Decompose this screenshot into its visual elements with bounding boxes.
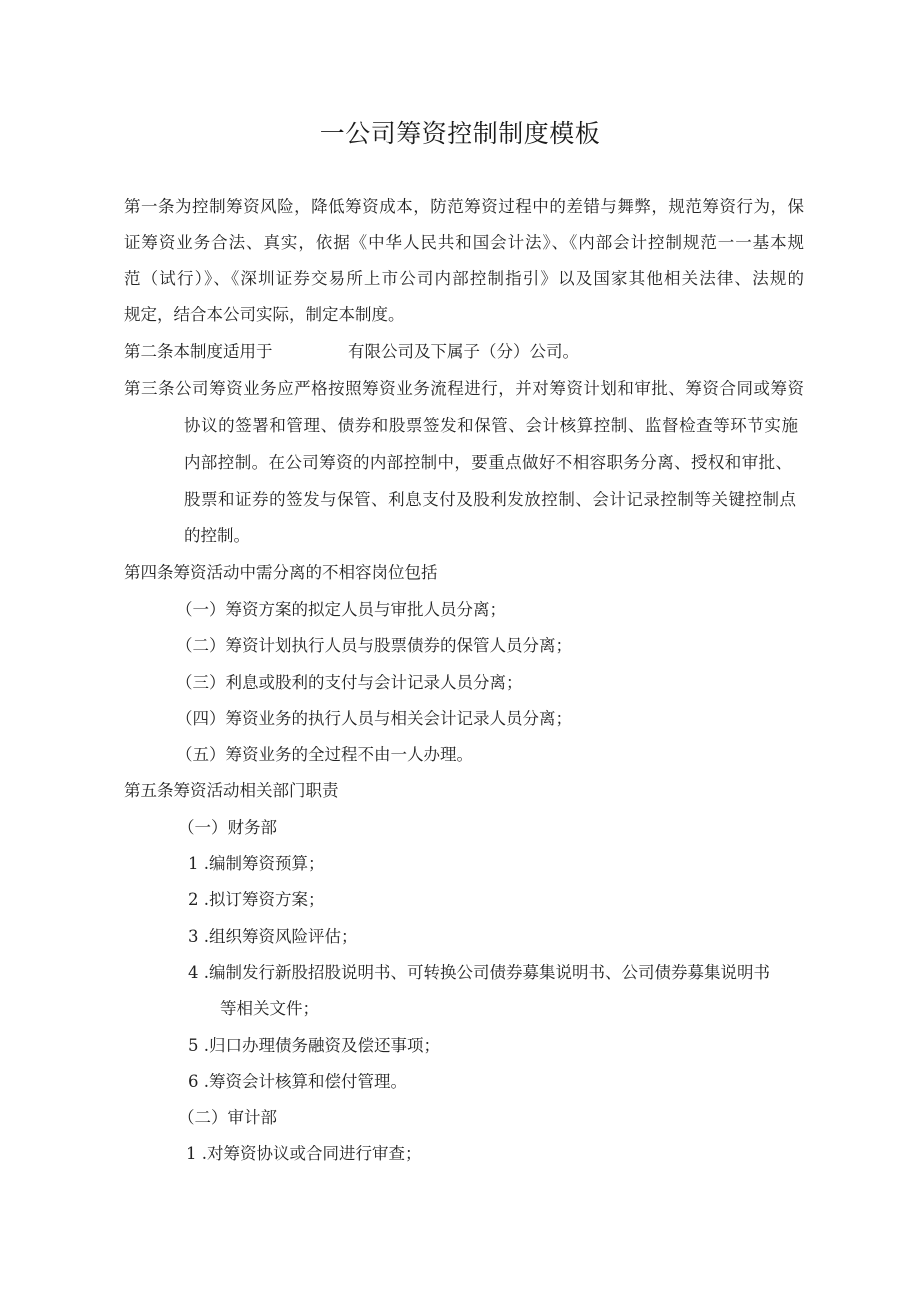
- audit-item-1: 1 .对筹资协议或合同进行审查；: [186, 1144, 422, 1163]
- finance-item-4: 4 .编制发行新股招股说明书、可转换公司债券募集说明书、公司债券募集说明书: [188, 963, 770, 982]
- article1-line-1: 第一条为控制筹资风险，降低筹资成本，防范筹资过程中的差错与舞弊，规范筹资行为，保: [124, 197, 804, 216]
- article4-item-2: （二）筹资计划执行人员与股票债券的保管人员分离；: [176, 636, 572, 655]
- article1-line-4: 规定，结合本公司实际，制定本制度。: [124, 305, 405, 324]
- article2-prefix: 第二条本制度适用于: [124, 342, 273, 361]
- finance-dept-heading: （一）财务部: [178, 818, 277, 837]
- document-title: 一公司筹资控制制度模板: [319, 119, 601, 148]
- finance-item-1: 1 .编制筹资预算；: [188, 854, 325, 873]
- article5-heading: 第五条筹资活动相关部门职责: [124, 781, 339, 800]
- article4-heading: 第四条筹资活动中需分离的不相容岗位包括: [124, 563, 438, 582]
- article3-line-1: 第三条公司筹资业务应严格按照筹资业务流程进行，并对筹资计划和审批、筹资合同或筹资: [124, 379, 804, 398]
- article3-line-5: 的控制。: [184, 526, 250, 545]
- article3-line-3: 内部控制。在公司筹资的内部控制中，要重点做好不相容职务分离、授权和审批、: [184, 453, 792, 472]
- finance-item-3: 3 .组织筹资风险评估；: [188, 927, 358, 946]
- finance-item-5: 5 .归口办理债务融资及偿还事项；: [188, 1036, 440, 1055]
- article4-item-4: （四）筹资业务的执行人员与相关会计记录人员分离；: [176, 709, 572, 728]
- article4-item-1: （一）筹资方案的拟定人员与审批人员分离；: [176, 600, 506, 619]
- article3-line-2: 协议的签署和管理、债券和股票签发和保管、会计核算控制、监督检查等环节实施: [184, 416, 798, 435]
- finance-item-4-continued: 等相关文件；: [220, 999, 319, 1018]
- article4-item-5: （五）筹资业务的全过程不由一人办理。: [176, 745, 473, 764]
- article2-suffix: 有限公司及下属子（分）公司。: [348, 342, 579, 361]
- finance-item-6: 6 .筹资会计核算和偿付管理。: [188, 1072, 407, 1091]
- article3-line-4: 股票和证券的签发与保管、利息支付及股利发放控制、会计记录控制等关键控制点: [184, 490, 796, 509]
- finance-item-2: 2 .拟订筹资方案；: [188, 890, 325, 909]
- article1-line-2: 证筹资业务合法、真实，依据《中华人民共和国会计法》、《内部会计控制规范一一基本规: [124, 233, 804, 252]
- article4-item-3: （三）利息或股利的支付与会计记录人员分离；: [176, 673, 523, 692]
- article1-line-3: 范（试行）》、《深圳证券交易所上市公司内部控制指引》以及国家其他相关法律、法规的: [124, 269, 804, 288]
- audit-dept-heading: （二）审计部: [178, 1108, 277, 1127]
